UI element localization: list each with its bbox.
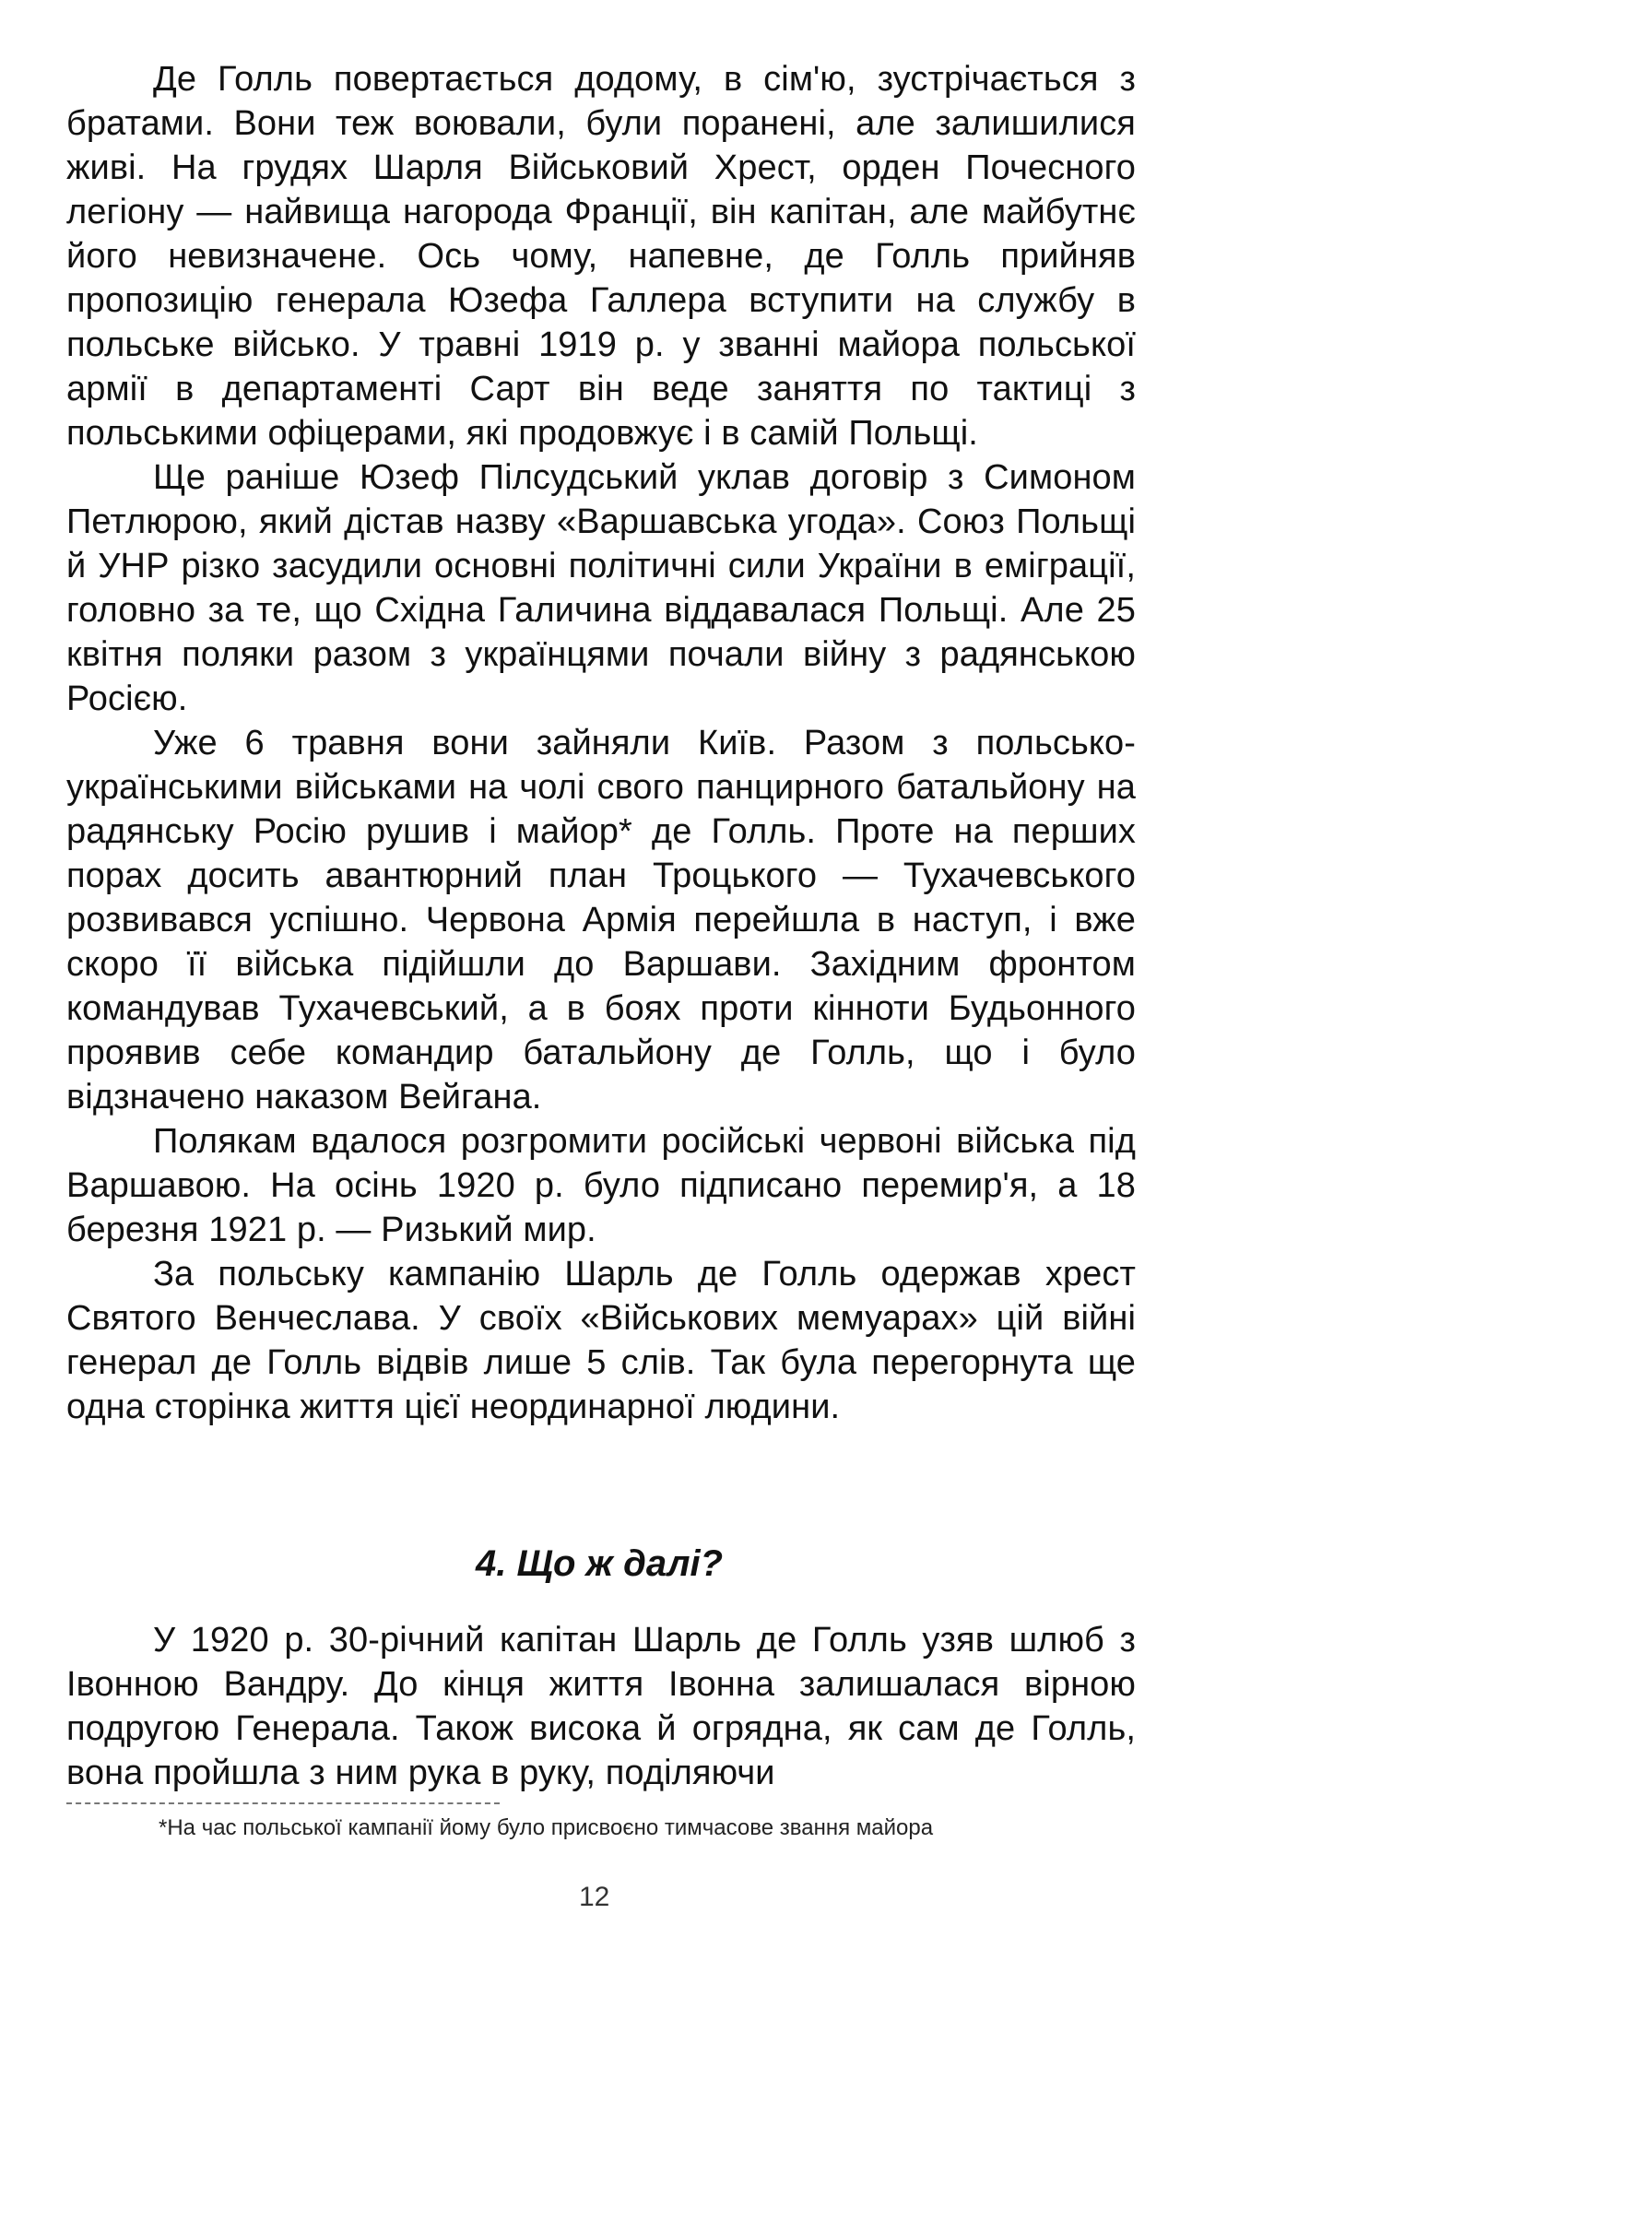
footnote: *На час польської кампанії йому було присвоєно тимчасове звання майора [159, 1815, 934, 1840]
section-body-text [66, 1618, 1136, 1795]
paragraph: Уже 6 травня вони зайняли Київ. Разом з польсько-українськими військами на чолі свого панцирного батальйону на радянську Росію рушив і майор* де Голль. Проте на перших порах досить авантюрний план Троцького — Тухачевського розвивався успішно. Червона Армія перейшла в наступ, і вже скоро її війська підійшли до Варшави. Західним фронтом командував Тухачевський, а в боях проти кінноти Будьонного проявив себе командир батальйону де Голль, що і було відзначено наказом Вейгана. [66, 724, 1136, 1116]
page-number: 12 [579, 1882, 610, 1912]
paragraph: У 1920 р. 30-річний капітан Шарль де Голль узяв шлюб з Івонною Вандру. До кінця життя Івонна залишалася вірною подругою Генерала. Також висока й огрядна, як сам де Голль, вона пройшла з ним рука в руку, поділяючи [66, 1621, 1136, 1792]
paragraph: Ще раніше Юзеф Пілсудський уклав договір з Симоном Петлюрою, який дістав назву «Варшавська угода». Союз Польщі й УНР різко засудили основні політичні сили України в еміграції, головно за те, що Східна Галичина віддавалася Польщі. Але 25 квітня поляки разом з українцями почали війну з радянською Росією. [66, 458, 1136, 718]
section-heading: 4. Що ж далі? [475, 1543, 724, 1584]
paragraph: Полякам вдалося розгромити російські червоні війська під Варшавою. На осінь 1920 р. було підписано перемир'я, а 18 березня 1921 р. — Ризький мир. [66, 1122, 1136, 1249]
footnote-separator [66, 1802, 500, 1804]
paragraph: За польську кампанію Шарль де Голль одержав хрест Святого Венчеслава. У своїх «Військових мемуарах» цій війні генерал де Голль відвів лише 5 слів. Так була перегорнута ще одна сторінка життя цієї неординарної людини. [66, 1255, 1136, 1426]
paragraph: Де Голль повертається додому, в сім'ю, зустрічається з братами. Вони теж воювали, були поранені, але залишилися живі. На грудях Шарля Військовий Хрест, орден Почесного легіону — найвища нагорода Франції, він капітан, але майбутнє його невизначене. Ось чому, напевне, де Голль прийняв пропозицію генерала Юзефа Галлера вступити на службу в польське військо. У травні 1919 р. у званні майора польської армії в департаменті Сарт він веде заняття по тактиці з польськими офіцерами, які продовжує і в самій Польщі. [66, 60, 1136, 453]
body-text [66, 57, 1136, 1429]
